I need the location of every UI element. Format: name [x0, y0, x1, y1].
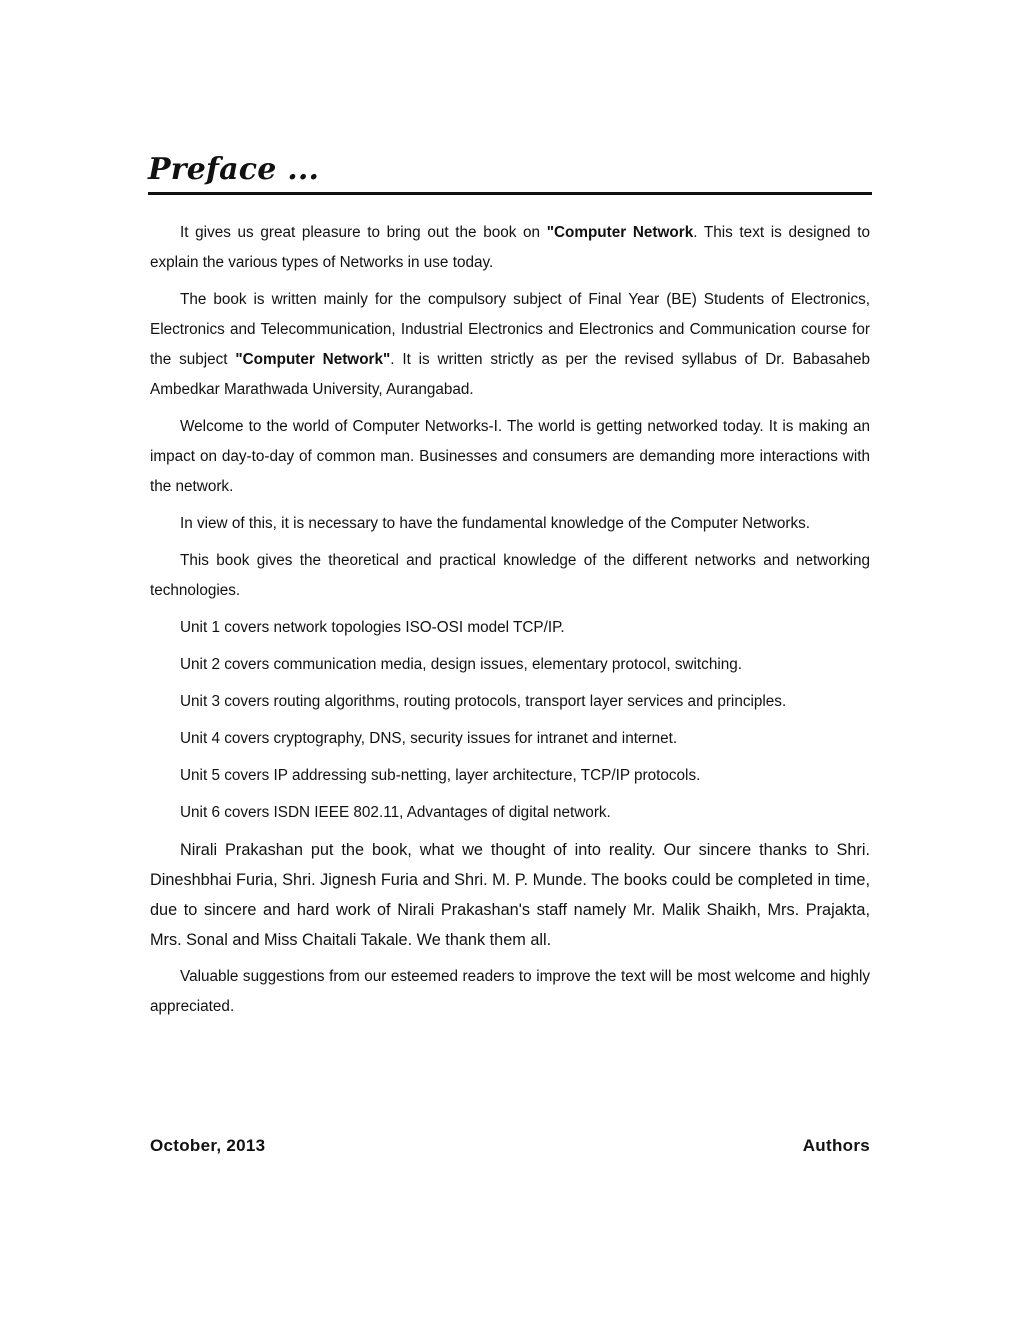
unit-item: Unit 5 covers IP addressing sub-netting, layer architecture, TCP/IP protocols.: [180, 767, 701, 784]
unit-item: Unit 3 covers routing algorithms, routing protocols, transport layer services and principles.: [180, 693, 787, 710]
paragraph-welcome: Welcome to the world of Computer Networks-I. The world is getting networked today. It is making an impact on day-to-day of common man. Businesses and consumers are demanding more interactions with the network.: [150, 418, 870, 495]
unit-item: Unit 2 covers communication media, design issues, elementary protocol, switching.: [180, 656, 742, 673]
preface-body: [150, 218, 870, 1029]
page-title: Preface ...: [148, 152, 320, 187]
paragraph-audience: [150, 285, 870, 405]
paragraph-necessity: In view of this, it is necessary to have the fundamental knowledge of the Computer Networks.: [180, 515, 811, 532]
preface-header: [148, 150, 872, 190]
paragraph-text: The book is written mainly for the compulsory subject of Final Year (BE) Students of Electronics, Electronics and Telecommunication, Industrial Electronics and Electronics and Communication course for the subject: [150, 291, 870, 368]
paragraph-text: It gives us great pleasure to bring out the book on: [180, 224, 547, 241]
signoff-date: October, 2013: [150, 1136, 266, 1155]
paragraph-suggestions: Valuable suggestions from our esteemed readers to improve the text will be most welcome and highly appreciated.: [150, 968, 870, 1015]
unit-item: Unit 4 covers cryptography, DNS, security issues for intranet and internet.: [180, 730, 678, 747]
signoff-row: [150, 1136, 870, 1156]
paragraph-text: . This text is designed to explain the various types of Networks in use today.: [150, 224, 870, 271]
unit-item: Unit 6 covers ISDN IEEE 802.11, Advantages of digital network.: [180, 804, 611, 821]
signoff-authors: Authors: [802, 1136, 870, 1155]
title-underline-divider: [148, 192, 872, 195]
paragraph-acknowledgements: Nirali Prakashan put the book, what we thought of into reality. Our sincere thanks to Shri. Dineshbhai Furia, Shri. Jignesh Furia and Shri. M. P. Munde. The books could be completed in time, due to sincere and hard work of Nirali Prakashan's staff namely Mr. Malik Shaikh, Mrs. Prajakta, Mrs. Sonal and Miss Chaitali Takale. We thank them all.: [150, 841, 870, 949]
paragraph-knowledge: This book gives the theoretical and practical knowledge of the different networks and networking technologies.: [150, 552, 870, 599]
unit-item: Unit 1 covers network topologies ISO-OSI model TCP/IP.: [180, 619, 565, 636]
paragraph-text: . It is written strictly as per the revised syllabus of Dr. Babasaheb Ambedkar Marathwada University, Aurangabad.: [150, 351, 871, 398]
paragraph-intro: [150, 218, 870, 278]
book-title-emphasis: "Computer Network: [546, 224, 694, 241]
book-title-emphasis: "Computer Network": [235, 351, 391, 368]
